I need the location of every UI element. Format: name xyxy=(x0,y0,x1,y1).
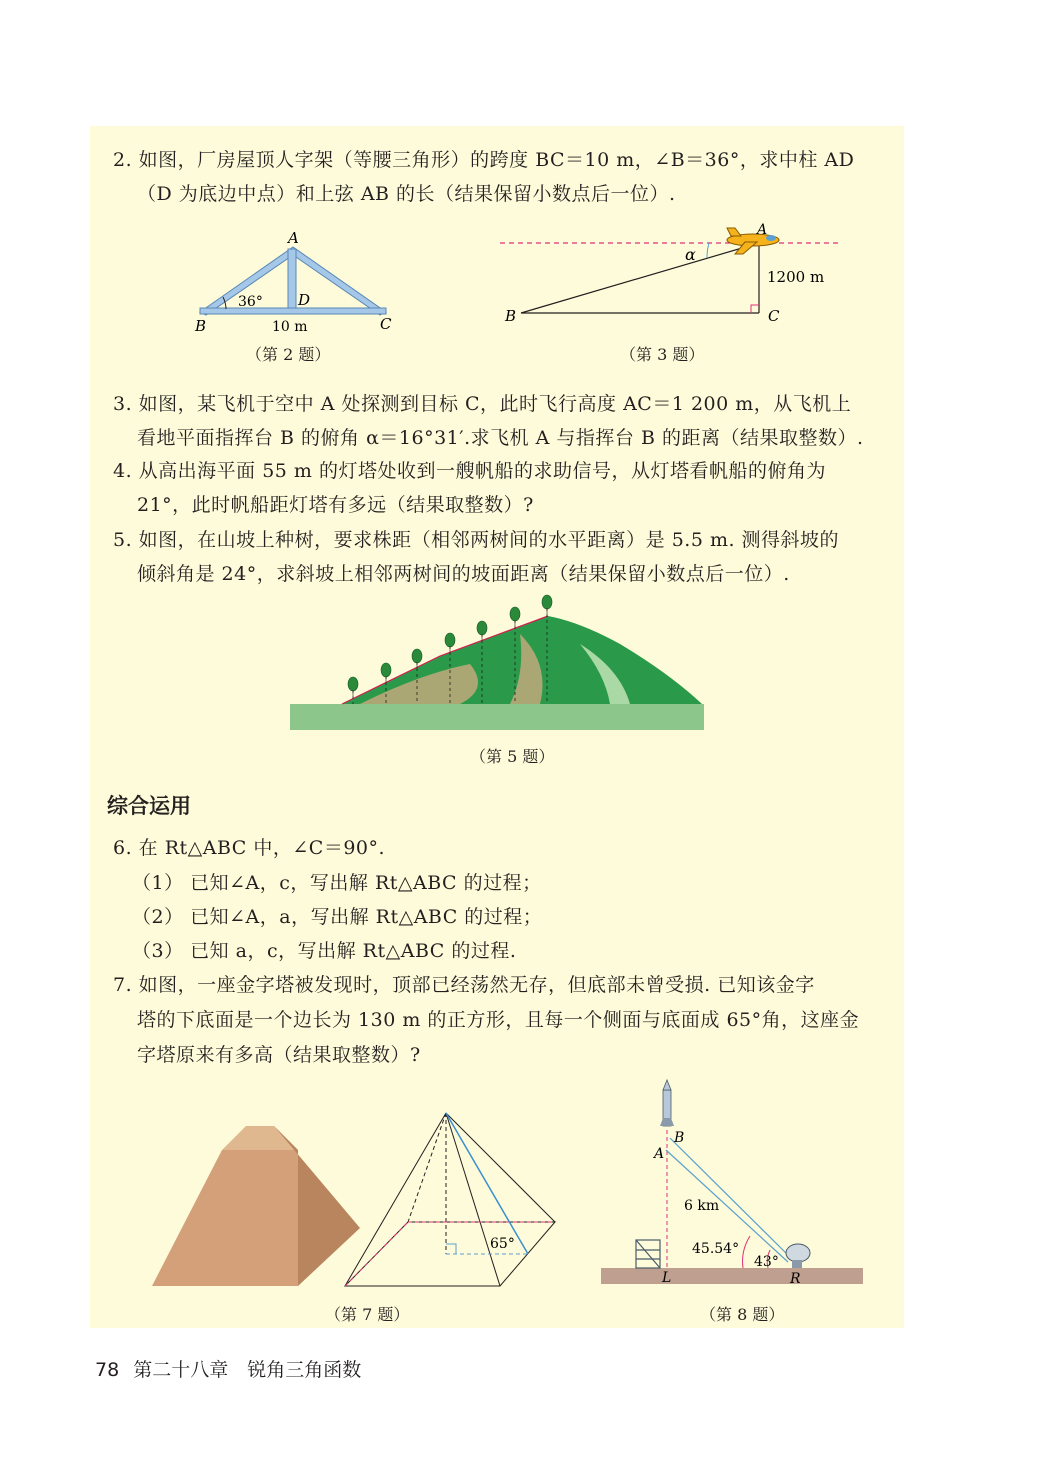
problem-2-line-2: （D 为底边中点）和上弦 AB 的长（结果保留小数点后一位）. xyxy=(137,183,676,205)
caption-fig-8: （第 8 题） xyxy=(700,1305,785,1324)
problem-2-line-1: 2. 如图，厂房屋顶人字架（等腰三角形）的跨度 BC＝10 m，∠B＝36°，求中柱 AD xyxy=(113,149,855,171)
label-alpha: α xyxy=(685,245,696,264)
label-angle-2: 43° xyxy=(754,1254,779,1270)
label-angle: 36° xyxy=(238,294,263,310)
ground xyxy=(601,1268,863,1284)
label-a: A xyxy=(757,222,768,238)
figure-7-pyramid xyxy=(150,1108,570,1298)
label-a: A xyxy=(288,229,299,247)
tower-icon xyxy=(636,1240,660,1268)
problem-3-line-1: 3. 如图，某飞机于空中 A 处探测到目标 C，此时飞行高度 AC＝1 200 m，从飞机上 xyxy=(113,393,852,415)
label-c: C xyxy=(768,307,780,325)
problem-6-line-0: 6. 在 Rt△ABC 中，∠C＝90°. xyxy=(113,837,386,859)
label-height: 1200 m xyxy=(767,268,825,286)
problem-5-line-2: 倾斜角是 24°，求斜坡上相邻两树间的坡面距离（结果保留小数点后一位）. xyxy=(137,563,790,585)
pyramid-front-face xyxy=(152,1150,298,1286)
page-footer xyxy=(95,1355,361,1382)
rocket-icon xyxy=(660,1080,674,1126)
problem-4-line-1: 4. 从高出海平面 55 m 的灯塔处收到一艘帆船的求助信号，从灯塔看帆船的俯角为 xyxy=(113,460,826,482)
figure-2-truss xyxy=(190,225,420,340)
slant-height xyxy=(446,1113,528,1254)
problem-7-line-1: 7. 如图，一座金字塔被发现时，顶部已经荡然无存，但底部未曾受损. 已知该金字 xyxy=(113,974,815,996)
problem-6-line-3: （3） 已知 a，c，写出解 Rt△ABC 的过程. xyxy=(132,940,517,962)
caption-fig-3: （第 3 题） xyxy=(620,345,705,364)
problem-3-line-2: 看地平面指挥台 B 的俯角 α＝16°31′.求飞机 A 与指挥台 B 的距离（结果取整数）. xyxy=(137,427,864,449)
label-angle: 65° xyxy=(490,1236,515,1252)
pyramid-top-face xyxy=(222,1126,298,1150)
label-span: 10 m xyxy=(272,319,308,335)
problem-4-line-2: 21°，此时帆船距灯塔有多远（结果取整数）? xyxy=(137,494,534,516)
page-number: 78 xyxy=(95,1359,120,1381)
radar-dish-icon xyxy=(786,1244,810,1268)
section-title: 综合运用 xyxy=(107,794,191,818)
label-angle-1: 45.54° xyxy=(692,1241,740,1257)
right-angle-mark xyxy=(446,1244,456,1254)
figure-8-rocket xyxy=(598,1078,868,1293)
caption-fig-7: （第 7 题） xyxy=(325,1305,410,1324)
label-r: R xyxy=(790,1271,801,1287)
pyramid-wireframe xyxy=(345,1113,555,1286)
problem-6-line-2: （2） 已知∠A，a，写出解 Rt△ABC 的过程； xyxy=(132,906,543,928)
ground xyxy=(290,704,704,730)
label-d: D xyxy=(298,291,311,309)
label-b: B xyxy=(674,1130,685,1146)
angle-arc-1 xyxy=(743,1236,750,1268)
chapter-title: 第二十八章 锐角三角函数 xyxy=(133,1359,362,1381)
label-a: A xyxy=(654,1146,665,1162)
caption-fig-5: （第 5 题） xyxy=(470,747,555,766)
alpha-arc xyxy=(707,243,709,258)
label-b: B xyxy=(195,317,207,335)
label-b: B xyxy=(505,307,517,325)
label-c: C xyxy=(380,315,392,333)
caption-fig-2: （第 2 题） xyxy=(246,345,331,364)
problem-6-line-1: （1） 已知∠A，c，写出解 Rt△ABC 的过程； xyxy=(132,872,542,894)
figure-3-airplane xyxy=(495,222,845,337)
problem-5-line-1: 5. 如图，在山坡上种树，要求株距（相邻两树间的水平距离）是 5.5 m. 测得斜坡的 xyxy=(113,529,840,551)
figure-5-mountain xyxy=(290,594,704,732)
truss-center-post xyxy=(288,249,296,312)
truss-tie-beam xyxy=(200,308,386,314)
problem-7-line-3: 字塔原来有多高（结果取整数）? xyxy=(137,1044,421,1066)
problem-7-line-2: 塔的下底面是一个边长为 130 m 的正方形，且每一个侧面与底面成 65°角，这座金 xyxy=(137,1009,860,1031)
line-ab xyxy=(521,243,759,313)
label-l: L xyxy=(662,1270,672,1286)
label-dist: 6 km xyxy=(684,1198,720,1214)
right-angle-mark xyxy=(751,305,759,313)
